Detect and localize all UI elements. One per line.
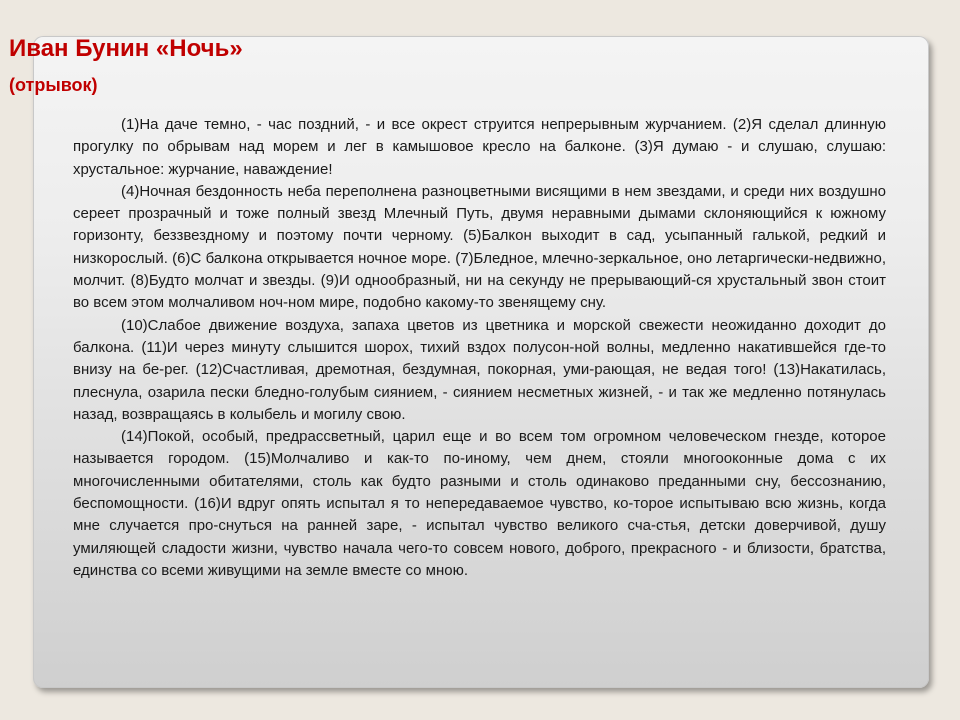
paragraph: (1)На даче темно, - час поздний, - и все окрест струится непрерывным журчанием. (2)Я сделал длинную прогулку по обрывам над морем и лег в камышовое кресло на балконе. (3)Я думаю - и слушаю, слушаю: хрустальное: журчание, наваждение! [73, 116, 886, 178]
page-subtitle: (отрывок) [9, 75, 98, 95]
page-title: Иван Бунин «Ночь» [9, 35, 243, 62]
paragraph: (4)Ночная бездонность неба переполнена разноцветными висящими в нем звездами, и среди них воздушно сереет прозрачный и тоже полный звезд Млечный Путь, двумя неравными дымами склоняющийся к южному горизонту, беззвездному и поэтому почти черному. (5)Балкон выходит в сад, усыпанный галькой, редкий и низкорослый. (6)С балкона открывается ночное море. (7)Бледное, млечно-зеркальное, оно летаргически-недвижно, молчит. (8)Будто молчат и звезды. (9)И однообразный, ни на секунду не прерывающий-ся хрустальный звон стоит во всем этом молчаливом ноч-ном мире, подобно какому-то звенящему сну. [73, 182, 886, 312]
text-body [73, 114, 886, 582]
paragraph: (14)Покой, особый, предрассветный, царил еще и во всем том огромном человеческом гнезде, которое называется городом. (15)Молчаливо и как-то по-иному, чем днем, стояли многооконные дома с их многочисленными обитателями, столь как будто разными и столь одинаково преданными сну, бессознанию, беспомощности. (16)И вдруг опять испытал я то непередаваемое чувство, ко-торое испытываю всю жизнь, когда мне случается про-снуться на ранней заре, - испытал чувство великого сча-стья, детски доверчивой, душу умиляющей сладости жизни, чувство начала чего-то совсем нового, доброго, прекрасного - и близости, братства, единства со всеми живущими на земле вместе со мною. [73, 428, 886, 579]
paragraph: (10)Слабое движение воздуха, запаха цветов из цветника и морской свежести неожиданно доходит до балкона. (11)И через минуту слышится шорох, тихий вздох полусон-ной волны, медленно накатившейся где-то внизу на бе-рег. (12)Счастливая, дремотная, бездумная, покорная, уми-рающая, не ведая того! (13)Накатилась, плеснула, озарила пески бледно-голубым сиянием, - сиянием несметных жизней, - и так же медленно потянулась назад, возвращаясь в колыбель и могилу свою. [73, 316, 886, 423]
